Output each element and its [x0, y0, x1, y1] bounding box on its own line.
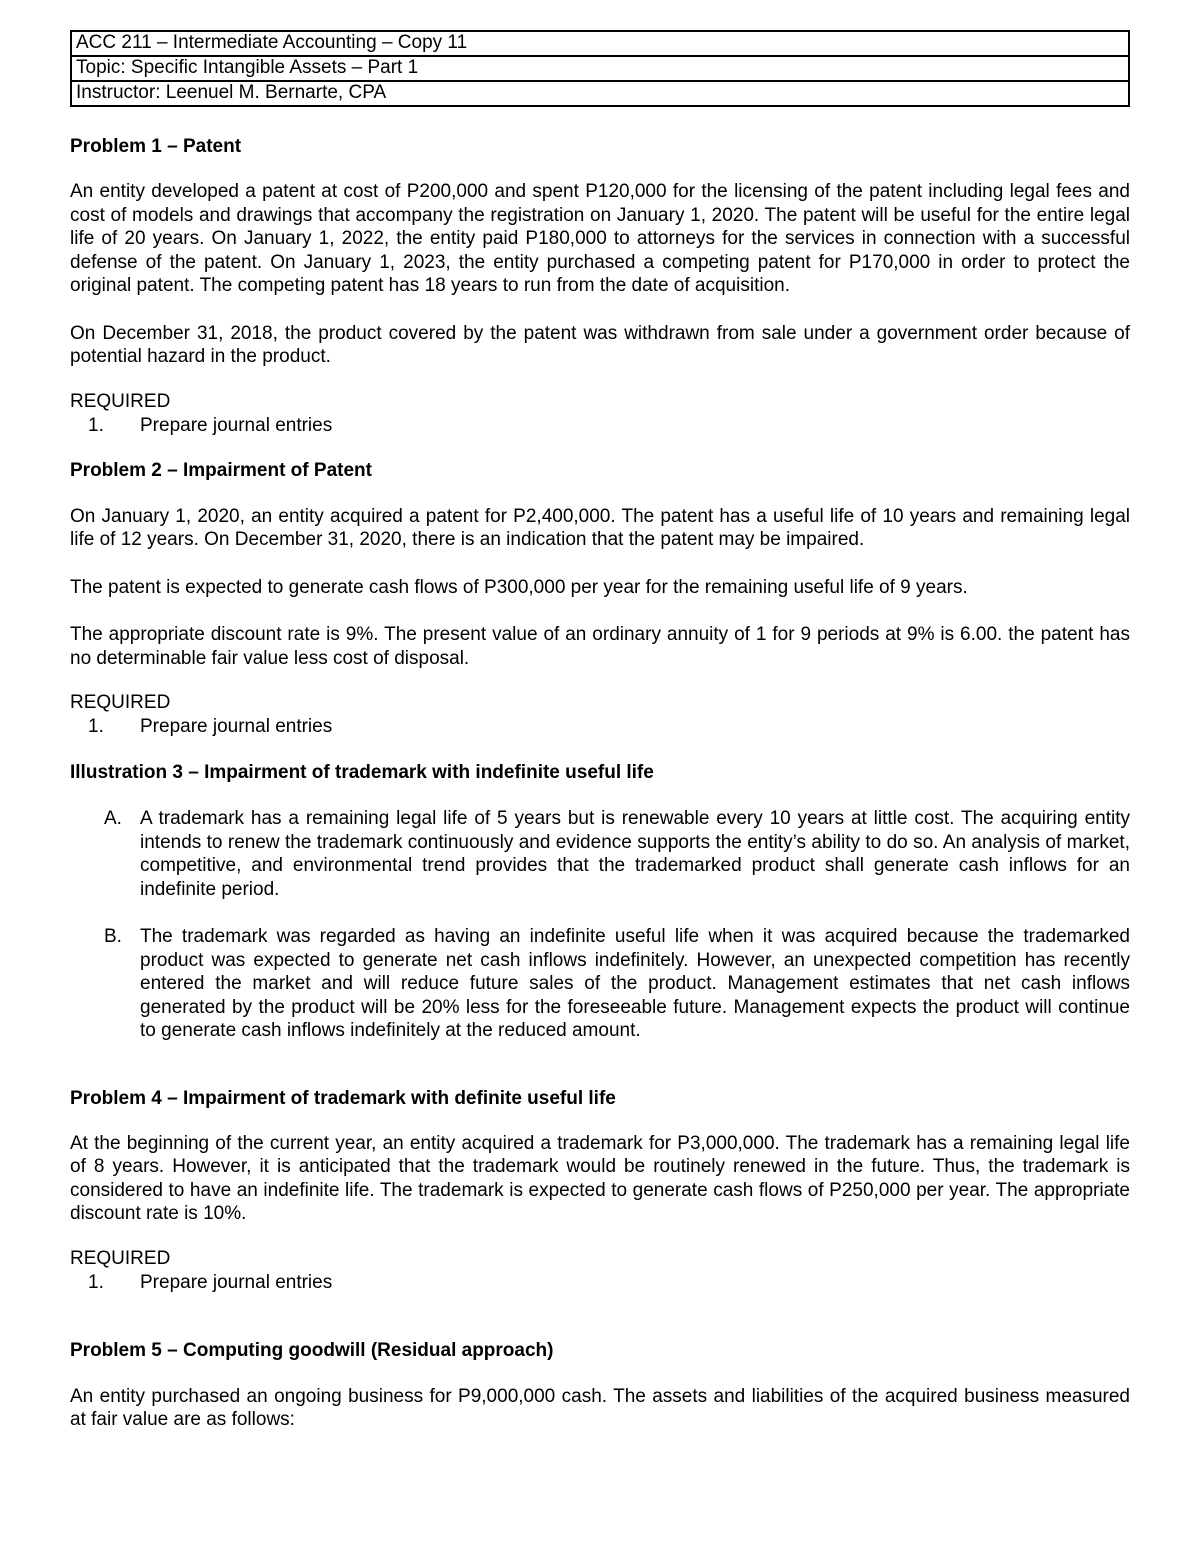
item-text: A trademark has a remaining legal life of 5 years but is renewable every 10 years at little cost. The acquiring entity intends to renew the trademark continuously and evidence supports the entity’s ability to do so. An analysis of market, competitive, and environmental trend provides that the trademarked product shall generate cash inflows for an indefinite period.: [140, 808, 1130, 900]
problem2-required-label: REQUIRED: [70, 692, 171, 713]
item-number: 1.: [88, 414, 104, 436]
problem4-heading: Problem 4 – Impairment of trademark with definite useful life: [70, 1087, 616, 1109]
problem2-paragraph-2: The patent is expected to generate cash flows of P300,000 per year for the remaining useful life of 9 years.: [70, 576, 968, 598]
item-letter: B.: [104, 926, 122, 947]
problem1-required-item: [70, 414, 1130, 438]
problem4-paragraph-1: At the beginning of the current year, an entity acquired a trademark for P3,000,000. The trademark has a remaining legal life of 8 years. However, it is anticipated that the trademark would be routinely renewed in the future. Thus, the trademark is considered to have an indefinite life. The trademark is expected to generate cash flows of P250,000 per year. The appropriate discount rate is 10%.: [70, 1132, 1130, 1224]
course-title: ACC 211 – Intermediate Accounting – Copy 11: [72, 32, 1128, 57]
item-text: Prepare journal entries: [140, 414, 333, 436]
topic-line: Topic: Specific Intangible Assets – Part 1: [72, 57, 1128, 82]
item-number: 1.: [88, 716, 104, 737]
problem5-heading: Problem 5 – Computing goodwill (Residual approach): [70, 1339, 554, 1361]
problem1-paragraph-2: On December 31, 2018, the product covered by the patent was withdrawn from sale under a government order because of potential hazard in the product.: [70, 322, 1130, 367]
problem1-paragraph-1: An entity developed a patent at cost of P200,000 and spent P120,000 for the licensing of the patent including legal fees and cost of models and drawings that accompany the registration on January 1, 2020. The patent will be useful for the entire legal life of 20 years. On January 1, 2022, the entity paid P180,000 to attorneys for the services in connection with a successful defense of the patent. On January 1, 2023, the entity purchased a competing patent for P170,000 in order to protect the original patent. The competing patent has 18 years to run from the date of acquisition.: [70, 181, 1130, 296]
problem4-required-item: [70, 1271, 1130, 1295]
item-number: 1.: [88, 1271, 104, 1293]
item-text: Prepare journal entries: [140, 1271, 333, 1293]
item-text: The trademark was regarded as having an indefinite useful life when it was acquired because the trademarked product was expected to generate net cash inflows indefinitely. However, an unexpected competition has recently entered the market and will reduce future sales of the product. Management estimates that net cash inflows generated by the product will be 20% less for the foreseeable future. Management expects the product will continue to generate cash inflows indefinitely at the reduced amount.: [140, 926, 1130, 1041]
instructor-line: Instructor: Leenuel M. Bernarte, CPA: [76, 82, 387, 103]
problem2-paragraph-1: On January 1, 2020, an entity acquired a patent for P2,400,000. The patent has a useful life of 10 years and remaining legal life of 12 years. On December 31, 2020, there is an indication that the patent may be impaired.: [70, 505, 1130, 550]
problem1-required-label: REQUIRED: [70, 390, 171, 412]
item-letter: A.: [104, 808, 122, 829]
problem2-heading: Problem 2 – Impairment of Patent: [70, 459, 372, 481]
problem4-required-label: REQUIRED: [70, 1247, 171, 1269]
illustration3-item-b: [70, 925, 1130, 1043]
problem2-paragraph-3: The appropriate discount rate is 9%. The present value of an ordinary annuity of 1 for 9 periods at 9% is 6.00. the patent has no determinable fair value less cost of disposal.: [70, 624, 1130, 669]
header-box: [70, 30, 1130, 107]
problem1-heading: Problem 1 – Patent: [70, 136, 242, 157]
illustration3-item-a: [70, 807, 1130, 901]
document-page: [70, 30, 1130, 1432]
illustration3-heading: Illustration 3 – Impairment of trademark with indefinite useful life: [70, 762, 654, 783]
problem2-required-item: [70, 715, 1130, 739]
item-text: Prepare journal entries: [140, 716, 333, 737]
problem5-paragraph-1: An entity purchased an ongoing business for P9,000,000 cash. The assets and liabilities of the acquired business measured at fair value are as follows:: [70, 1385, 1130, 1430]
